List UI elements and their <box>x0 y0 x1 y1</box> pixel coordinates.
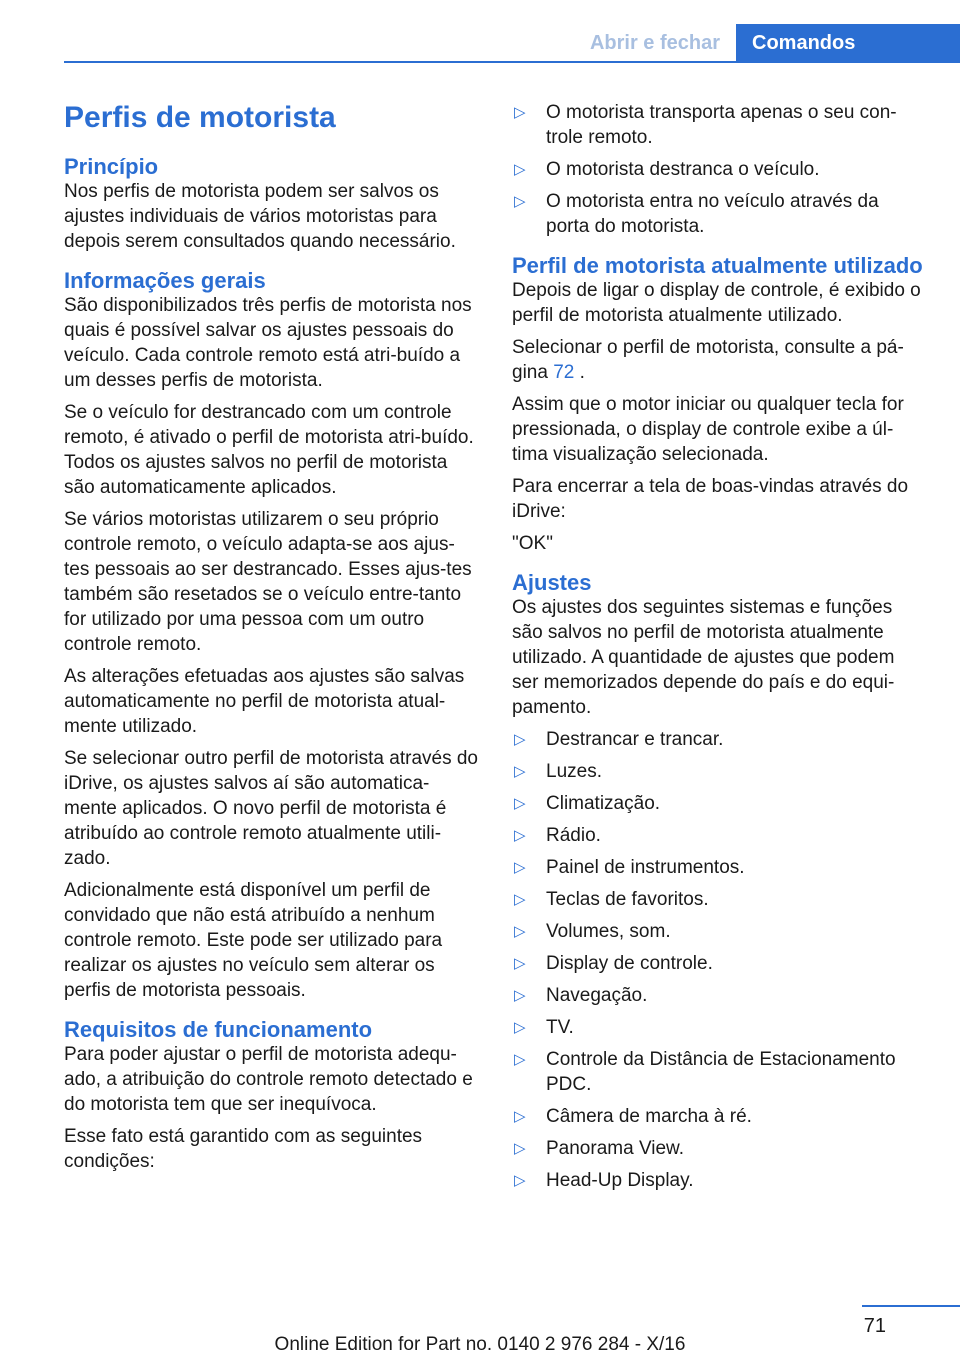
list-item: ▷ Rádio. <box>514 825 601 846</box>
paragraph: Se vários motoristas utilizarem o seu próprio controle remoto, o veículo adapta-se aos ajus‐tes pessoais ao ser destrancado. Esses ajus‐tes também são resetados se o veículo entre‐tanto for utilizado por uma pessoa com um outro controle remoto. <box>64 509 472 655</box>
list-item: ▷ Panorama View. <box>514 1138 685 1159</box>
triangle-bullet-icon: ▷ <box>514 955 526 972</box>
list-item: ▷ Controle da Distância de Estacionamento PDC. <box>514 1049 896 1095</box>
paragraph: Depois de ligar o display de controle, é exibido o perfil de motorista atualmente utilizado. <box>512 280 921 326</box>
list-item: ▷ Luzes. <box>514 761 602 782</box>
list-item: ▷ O motorista destranca o veículo. <box>514 159 820 180</box>
heading-perfil-atual: Perfil de motorista atualmente utilizado <box>512 253 923 278</box>
triangle-bullet-icon: ▷ <box>514 1108 526 1125</box>
tab-comandos[interactable]: Comandos <box>736 24 960 62</box>
triangle-bullet-icon: ▷ <box>514 827 526 844</box>
triangle-bullet-icon: ▷ <box>514 891 526 908</box>
footer-divider <box>862 1305 960 1307</box>
edition-text: Online Edition for Part no. 0140 2 976 284 - X/16 <box>274 1334 686 1355</box>
triangle-bullet-icon: ▷ <box>514 104 526 121</box>
triangle-bullet-icon: ▷ <box>514 731 526 748</box>
triangle-bullet-icon: ▷ <box>514 1019 526 1036</box>
list-item: ▷ Head-Up Display. <box>514 1170 694 1191</box>
list-item: ▷ O motorista transporta apenas o seu con‐trole remoto. <box>514 102 897 148</box>
list-item: ▷ Câmera de marcha à ré. <box>514 1106 752 1127</box>
paragraph: "OK" <box>512 533 553 554</box>
heading-requisitos: Requisitos de funcionamento <box>64 1017 373 1042</box>
list-item: ▷ Navegação. <box>514 985 648 1006</box>
page-title: Perfis de motorista <box>64 101 336 134</box>
list-item: ▷ TV. <box>514 1017 574 1038</box>
paragraph: As alterações efetuadas aos ajustes são salvas automaticamente no perfil de motorista atual‐mente utilizado. <box>64 666 465 737</box>
right-column <box>512 100 924 1200</box>
paragraph: Se selecionar outro perfil de motorista através do iDrive, os ajustes salvos aí são automatica‐mente aplicados. O novo perfil de motorista é atribuído ao controle remoto atualmente utili‐zado. <box>64 748 478 869</box>
triangle-bullet-icon: ▷ <box>514 987 526 1004</box>
list-item: ▷ O motorista entra no veículo através da porta do motorista. <box>514 191 879 237</box>
heading-informacoes-gerais: Informações gerais <box>64 268 266 293</box>
triangle-bullet-icon: ▷ <box>514 1172 526 1189</box>
triangle-bullet-icon: ▷ <box>514 193 526 210</box>
paragraph: Para encerrar a tela de boas-vindas através do iDrive: <box>512 476 909 522</box>
paragraph: Os ajustes dos seguintes sistemas e funções são salvos no perfil de motorista atualmente utilizado. A quantidade de ajustes que podem ser memorizados depende do país e do equi‐pamento. <box>512 597 895 718</box>
heading-ajustes: Ajustes <box>512 570 592 595</box>
list-item: ▷ Teclas de favoritos. <box>514 889 709 910</box>
page-reference-link[interactable]: 72 <box>553 362 575 383</box>
paragraph: Para poder ajustar o perfil de motorista adequ‐ado, a atribuição do controle remoto detectado e do motorista tem que ser inequívoca. <box>64 1044 473 1115</box>
triangle-bullet-icon: ▷ <box>514 859 526 876</box>
list-item: ▷ Painel de instrumentos. <box>514 857 745 878</box>
paragraph: Esse fato está garantido com as seguintes condições: <box>64 1126 423 1172</box>
list-item: ▷ Volumes, som. <box>514 921 671 942</box>
footer-edition <box>0 1334 960 1356</box>
list-item: ▷ Destrancar e trancar. <box>514 729 724 750</box>
triangle-bullet-icon: ▷ <box>514 161 526 178</box>
paragraph: Nos perfis de motorista podem ser salvos os ajustes individuais de vários motoristas para depois serem consultados quando necessário. <box>64 181 456 252</box>
triangle-bullet-icon: ▷ <box>514 795 526 812</box>
header-divider <box>64 61 960 63</box>
list-item: ▷ Display de controle. <box>514 953 713 974</box>
paragraph: São disponibilizados três perfis de motorista nos quais é possível salvar os ajustes pessoais do veículo. Cada controle remoto está atri‐buído a um desses perfis de motorista. <box>64 295 472 391</box>
paragraph: Selecionar o perfil de motorista, consulte a pá‐gina 72 . <box>512 337 904 383</box>
conditions-list <box>512 100 924 239</box>
tab-abrir-e-fechar[interactable]: Abrir e fechar <box>589 32 720 54</box>
heading-principio: Princípio <box>64 154 159 179</box>
settings-list <box>512 727 924 1193</box>
section-tabs <box>574 24 960 62</box>
page-number: 71 <box>863 1315 886 1337</box>
triangle-bullet-icon: ▷ <box>514 1140 526 1157</box>
paragraph: Se o veículo for destrancado com um controle remoto, é ativado o perfil de motorista atri‐buído. Todos os ajustes salvos no perfil de motorista são automaticamente aplicados. <box>64 402 474 498</box>
paragraph: Assim que o motor iniciar ou qualquer tecla for pressionada, o display de controle exibe a úl‐tima visualização selecionada. <box>512 394 904 465</box>
list-item: ▷ Climatização. <box>514 793 661 814</box>
triangle-bullet-icon: ▷ <box>514 923 526 940</box>
triangle-bullet-icon: ▷ <box>514 1051 526 1068</box>
triangle-bullet-icon: ▷ <box>514 763 526 780</box>
paragraph: Adicionalmente está disponível um perfil de convidado que não está atribuído a nenhum controle remoto. Este pode ser utilizado para realizar os ajustes no veículo sem alterar os perfis de motorista pessoais. <box>64 880 443 1001</box>
left-column <box>64 100 479 1181</box>
